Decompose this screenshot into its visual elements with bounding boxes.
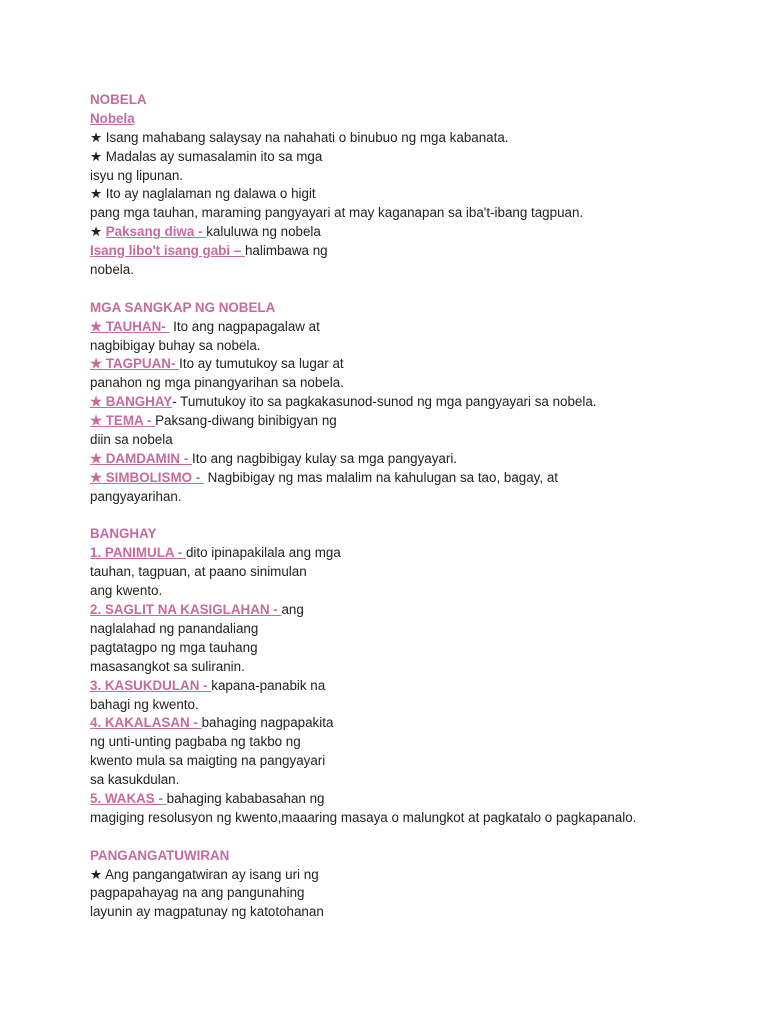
banghay-saglit-cont-1: naglalahad ng panandaliang [90,620,259,636]
nobela-bullet-2: ★ Madalas ay sumasalamin ito sa mga [90,148,323,164]
banghay-saglit-cont-3: masasangkot sa suliranin. [90,658,245,674]
sangkap-tagpuan [90,355,730,374]
sangkap-tauhan-cont: nagbibigay buhay sa nobela. [90,337,261,353]
damdamin-text: Ito ang nagbibigay kulay sa mga pangyayari. [192,450,458,466]
wakas-label: 5. WAKAS - [90,790,167,806]
banghay-panimula-cont-1: tauhan, tagpuan, at paano sinimulan [90,564,307,580]
banghay-panimula [90,544,730,563]
banghay-panimula-cont-2: ang kwento. [90,583,163,599]
banghay-kakalasan-cont-3: sa kasukdulan. [90,772,180,788]
damdamin-label: ★ DAMDAMIN - [90,450,193,466]
banghay-kakalasan-cont-1: ng unti-unting pagbaba ng takbo ng [90,734,301,750]
banghay-kasukdulan-cont: bahagi ng kwento. [90,696,199,712]
simbolismo-label: ★ SIMBOLISMO - [90,469,204,485]
panimula-label: 1. PANIMULA - [90,545,186,561]
sangkap-tagpuan-cont: panahon ng mga pinangyarihan sa nobela. [90,375,344,391]
saglit-text: ang [281,602,304,618]
section-heading-nobela: NOBELA [90,92,147,107]
simbolismo-text: Nagbibigay ng mas malalim na kahulugan sa tao, bagay, at [203,469,558,485]
sangkap-simbolismo [90,469,730,488]
tauhan-label: ★ TAUHAN- [90,318,170,334]
paksang-diwa-label: Paksang diwa - [105,224,207,240]
sangkap-tema [90,412,730,431]
section-heading-pangangatuwiran: PANGANGATUWIRAN [90,847,230,863]
nobela-example-cont: nobela. [90,262,134,278]
pangangatuwiran-line-3: layunin ay magpatunay ng katotohanan [90,904,324,920]
sangkap-simbolismo-cont: pangyayarihan. [90,488,182,504]
banghay-label: ★ BANGHAY [90,394,173,410]
banghay-text: - Tumutukoy ito sa pagkakasunod-sunod ng mga pangyayari sa nobela. [172,394,597,410]
sangkap-tema-cont: diin sa nobela [90,432,173,448]
sangkap-damdamin [90,450,730,469]
tauhan-text: Ito ang nagpapagalaw at [169,318,320,334]
banghay-saglit [90,601,730,620]
panimula-text: dito ipinapakilala ang mga [185,545,341,561]
pangangatuwiran-line-2: pagpapahayag na ang pangunahing [90,885,305,901]
banghay-wakas-cont: magiging resolusyon ng kwento,maaaring masaya o malungkot at pagkatalo o pagkapanalo. [90,809,637,825]
banghay-kakalasan [90,714,730,733]
saglit-label: 2. SAGLIT NA KASIGLAHAN - [90,602,282,618]
document-content [90,91,730,922]
sangkap-banghay [90,393,730,412]
sangkap-tauhan [90,318,730,337]
kakalasan-label: 4. KAKALASAN - [90,715,202,731]
section-heading-sangkap: MGA SANGKAP NG NOBELA [90,299,276,315]
tagpuan-text: Ito ay tumutukoy sa lugar at [179,356,344,372]
kasukdulan-text: kapana-panabik na [211,677,326,693]
banghay-kasukdulan [90,677,730,696]
kasukdulan-label: 3. KASUKDULAN - [90,677,212,693]
banghay-kakalasan-cont-2: kwento mula sa maigting na pangyayari [90,753,326,769]
banghay-saglit-cont-2: pagtatagpo ng mga tauhang [90,639,258,655]
example-label: Isang libo't isang gabi – [90,243,245,259]
tagpuan-label: ★ TAGPUAN- [90,356,180,372]
tema-text: Paksang-diwang binibigyan ng [155,413,337,429]
tema-label: ★ TEMA - [90,413,156,429]
nobela-bullet-3: ★ Ito ay naglalaman ng dalawa o higit [90,186,316,202]
section-heading-banghay: BANGHAY [90,526,157,542]
pangangatuwiran-line-1: ★ Ang pangangatwiran ay isang uri ng [90,866,319,882]
example-text: halimbawa ng [244,243,328,259]
wakas-text: bahaging kababasahan ng [166,790,325,806]
nobela-bullet-1: ★ Isang mahabang salaysay na nahahati o binubuo ng mga kabanata. [90,129,509,145]
nobela-bullet-3-cont: pang mga tauhan, maraming pangyayari at may kaganapan sa iba't-ibang tagpuan. [90,205,584,221]
nobela-bullet-4 [90,223,730,242]
nobela-bullet-2-cont: isyu ng lipunan. [90,167,184,183]
paksang-diwa-text: kaluluwa ng nobela [206,224,321,240]
nobela-example [90,242,730,261]
subheading-nobela: Nobela [90,110,135,126]
kakalasan-text: bahaging nagpapakita [201,715,334,731]
banghay-wakas [90,790,730,809]
star-bullet: ★ [90,224,106,240]
